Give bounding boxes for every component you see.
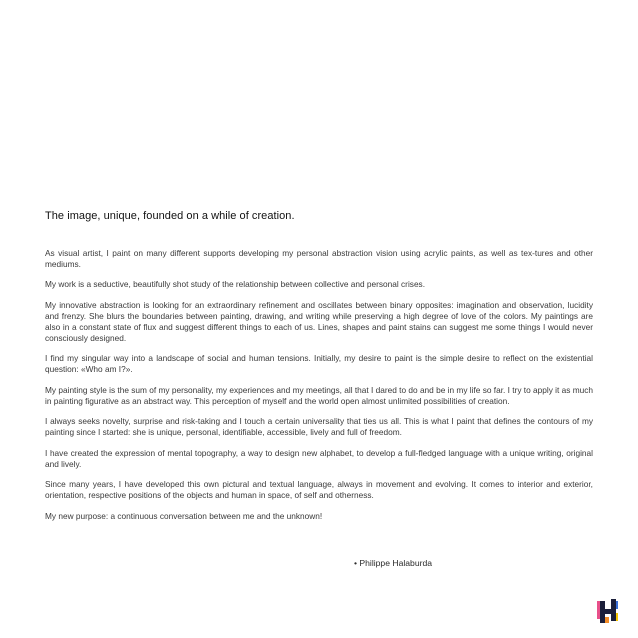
h-monogram-logo-icon: [596, 598, 620, 624]
paragraph: As visual artist, I paint on many different supports developing my personal abstraction vision using acrylic paints, as well as tex-tures and other mediums.: [45, 248, 593, 269]
paragraph: Since many years, I have developed this own pictural and textual language, always in movement and evolving. It comes to interior and exterior, orientation, respective positions of the objects and human in space, of self and otherness.: [45, 479, 593, 500]
paragraph: I find my singular way into a landscape of social and human tensions. Initially, my desire to paint is the simple desire to reflect on the existential question: «Who am I?».: [45, 353, 593, 375]
paragraph: I have created the expression of mental topography, a way to design new alphabet, to develop a full-fledged language with a unique writing, original and lively.: [45, 447, 593, 469]
paragraph: My new purpose: a continuous conversation between me and the unknown!: [45, 510, 323, 521]
page-title: The image, unique, founded on a while of creation.: [45, 210, 295, 222]
body-text: [45, 248, 593, 531]
paragraph: My innovative abstraction is looking for an extraordinary refinement and oscillates between binary opposites: imagination and observation, lucidity and frenzy. She blurs the boundaries between painting, drawing, and writing while preserving a high degree of love of the colors. My paintings are also in a constant state of flux and suggest different things to each of us. Lines, shapes and paint stains can suggest me some things I would never consciously designed.: [45, 300, 593, 343]
paragraph: My painting style is the sum of my personality, my experiences and my meetings, all that I dared to do and be in my life so far. I try to apply it as much in painting figurative as an abstract way. This perception of myself and the world open almost unlimited possibilities of creation.: [45, 384, 593, 406]
paragraph: I always seeks novelty, surprise and risk-taking and I touch a certain universality that ties us all. This is what I paint that defines the contours of my painting since I started: she is unique, personal, identifiable, accessible, lively and full of freedom.: [45, 416, 593, 438]
signature: • Philippe Halaburda: [354, 558, 433, 568]
paragraph: My work is a seductive, beautifully shot study of the relationship between collective and personal crises.: [45, 279, 426, 290]
